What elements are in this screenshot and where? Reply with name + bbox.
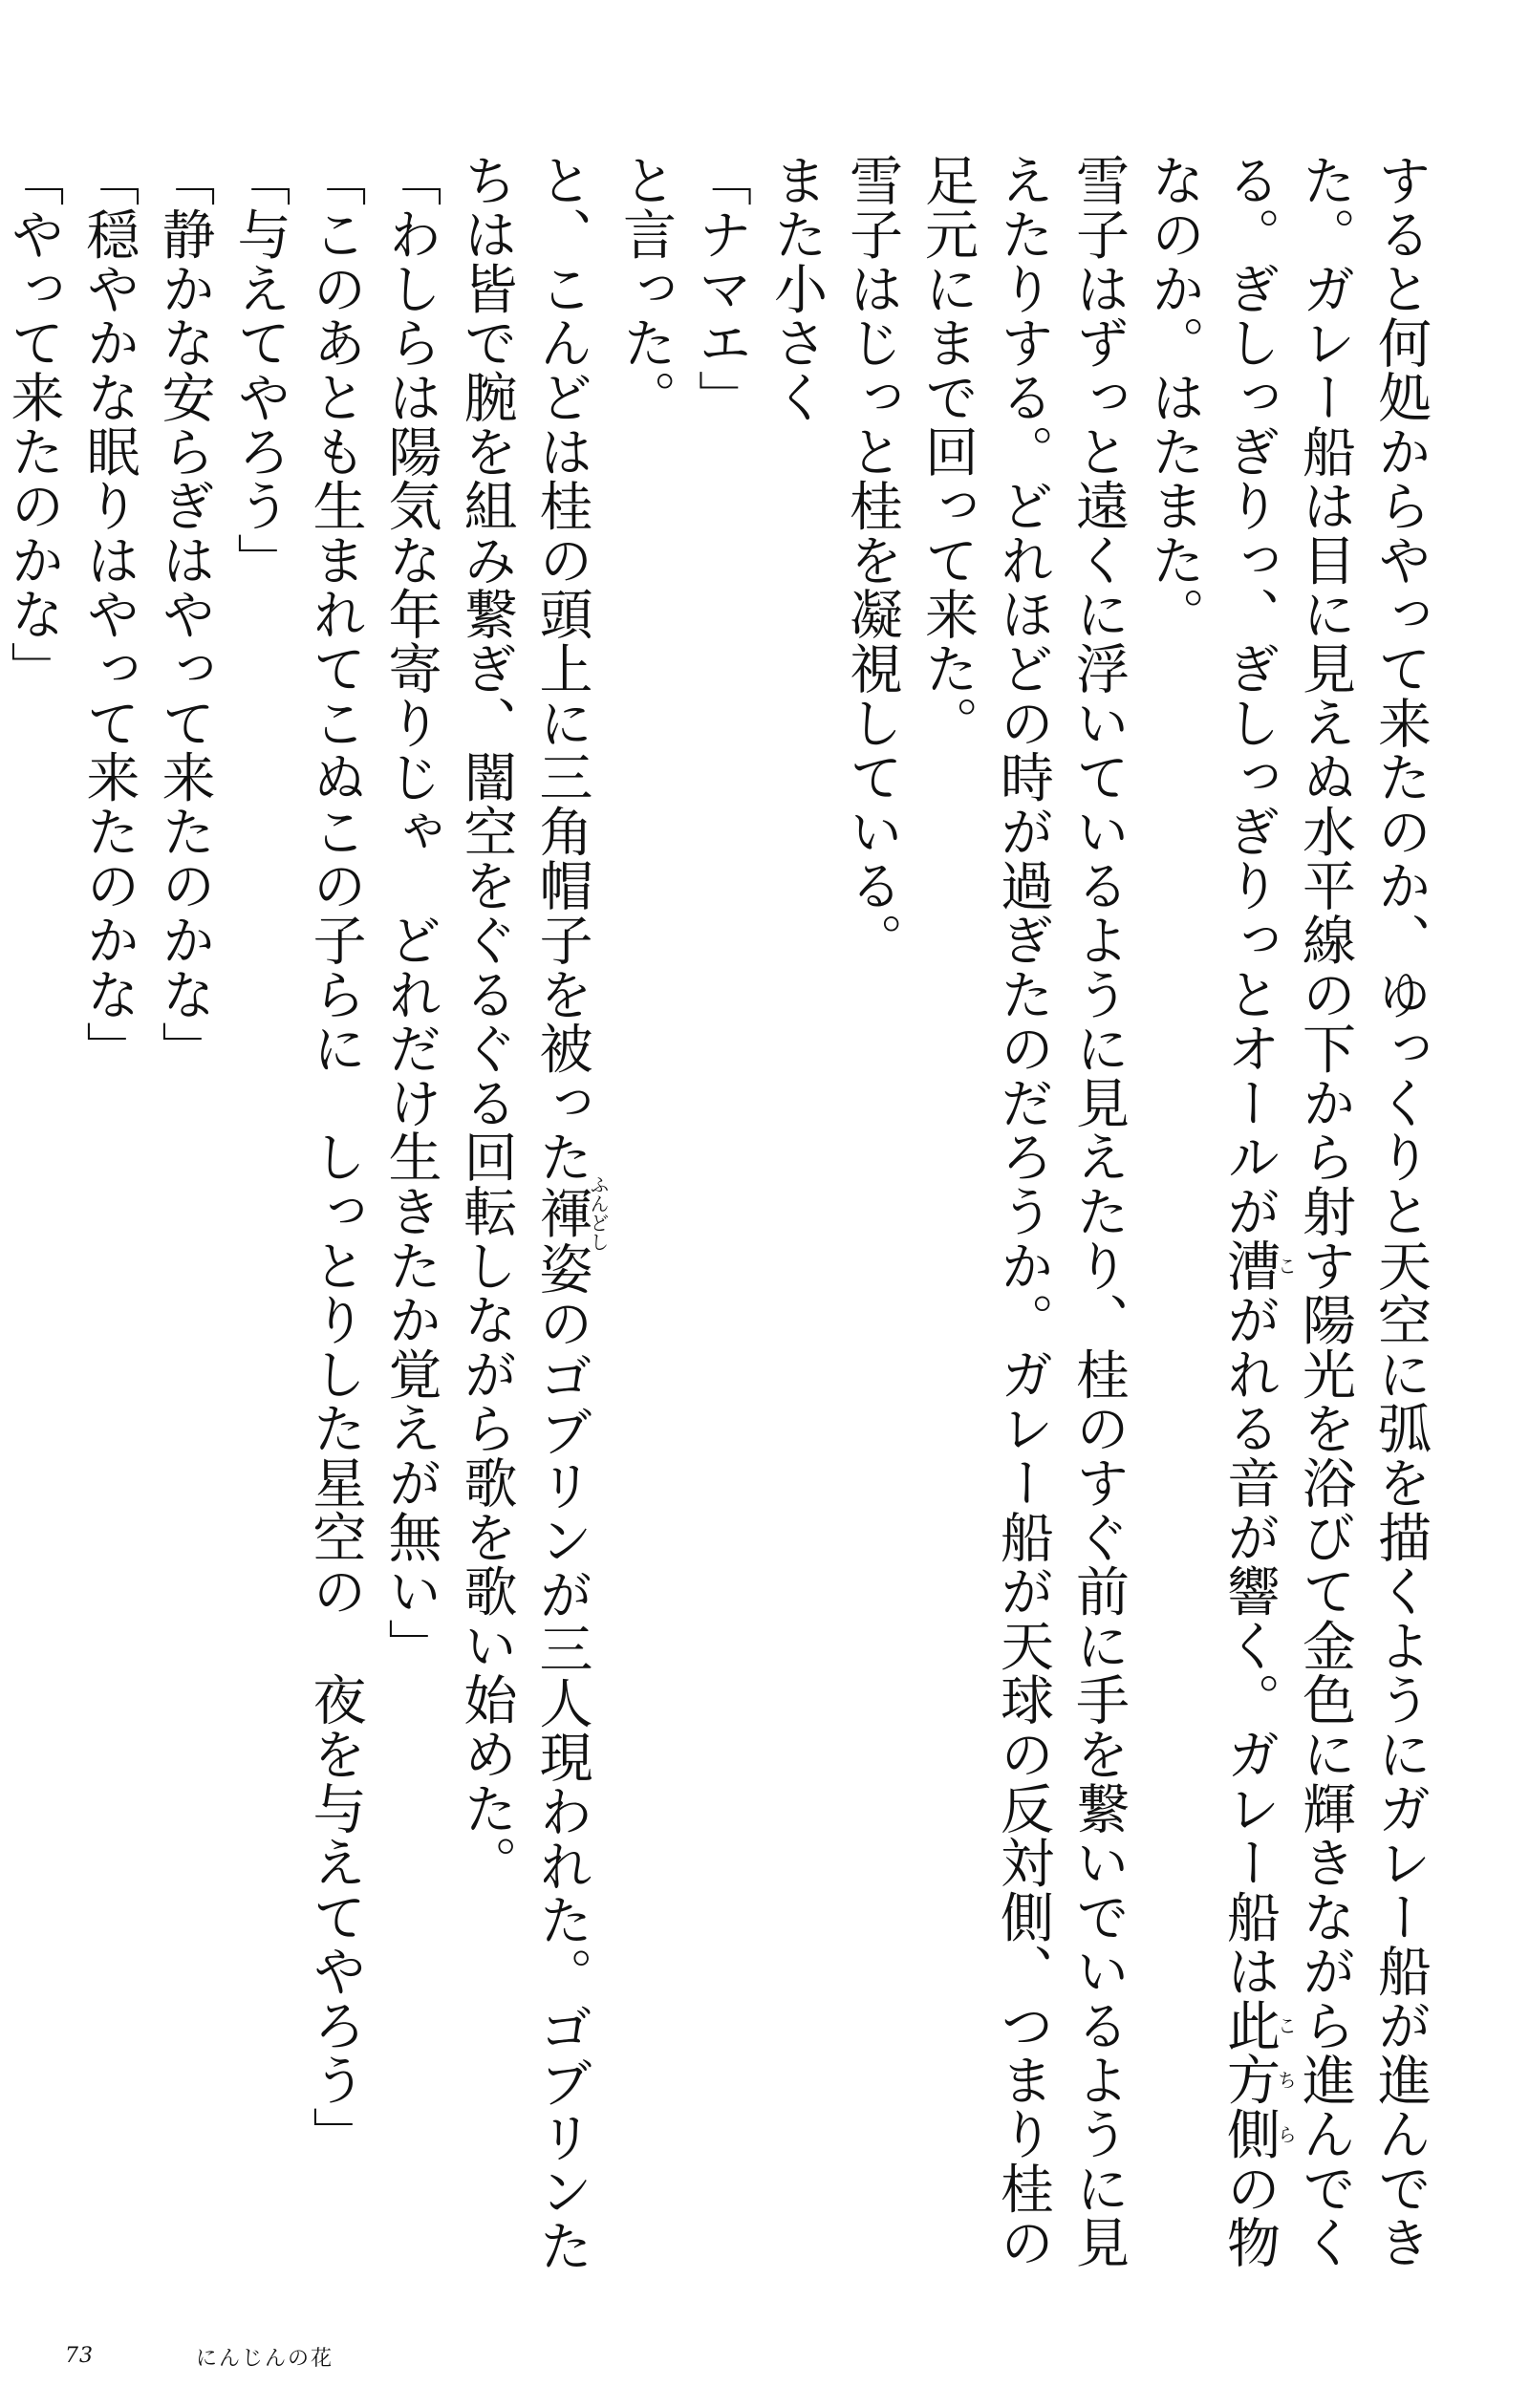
running-title: にんじんの花	[196, 2347, 334, 2371]
text-run: がれる音が響く。ガレー船は	[1218, 1292, 1281, 1999]
song-line: 「穏やかな眠りはやって来たのかな」	[77, 153, 140, 1076]
paragraph	[449, 153, 609, 2293]
text-run: 姿のゴブリンが三人現われた。ゴブリンたちは皆で腕を組み繋ぎ、闇空をぐるぐる回転しながら歌を歌い始めた。	[455, 153, 593, 2273]
ruby-word	[1218, 1238, 1298, 1293]
song-line: 「与えてやろう」	[228, 153, 291, 588]
body-text	[2, 153, 1438, 2293]
paragraph: また小さく	[765, 153, 828, 424]
dialogue-line: 「ナマエ」	[690, 153, 752, 424]
text-run: と、こんどは桂の頭上に三角帽子を被った	[530, 153, 593, 1185]
paragraph: 雪子はじっと桂を凝視している。	[841, 153, 903, 967]
song-line: 「わしらは陽気な年寄りじゃ どれだけ生きたか覚えが無い」	[379, 153, 442, 1673]
song-line: 「やって来たのかな」	[2, 153, 65, 696]
ruby-base: 褌	[530, 1174, 593, 1252]
song-line: 「静かな安らぎはやって来たのかな」	[153, 153, 216, 1076]
text-run: の物なのか。はたまた。	[1143, 153, 1281, 2270]
ruby-word	[1218, 1998, 1298, 2161]
ruby-reading: こちら	[1274, 1998, 1298, 2161]
paragraph: と言った。	[614, 153, 677, 424]
page-number: 73	[65, 2344, 94, 2368]
ruby-base: 漕	[1218, 1238, 1281, 1293]
ruby-word	[530, 1174, 610, 1252]
ruby-base: 此方側	[1218, 1998, 1281, 2161]
song-line: 「このあとも生まれてこぬこの子らに しっとりした星空の 夜を与えてやろう」	[304, 153, 367, 2161]
ruby-reading: こ	[1274, 1238, 1298, 1293]
paragraph: 雪子はずっと遠くに浮いているように見えたり、桂のすぐ前に手を繋いでいるように見えたりする。どれほどの時が過ぎたのだろうか。ガレー船が天球の反対側、つまり桂の足元にまで回って来た。	[916, 153, 1130, 2270]
text-run: すると何処からやって来たのか、ゆっくりと天空に弧を描くようにガレー船が進んできた。ガレー船は目に見えぬ水平線の下から射す陽光を浴びて金色に輝きながら進んでくる。ぎしっぎりっ、ぎしっぎりっとオールが	[1218, 153, 1432, 2270]
paragraph	[1136, 153, 1438, 2293]
ruby-reading: ふんどし	[587, 1174, 610, 1252]
